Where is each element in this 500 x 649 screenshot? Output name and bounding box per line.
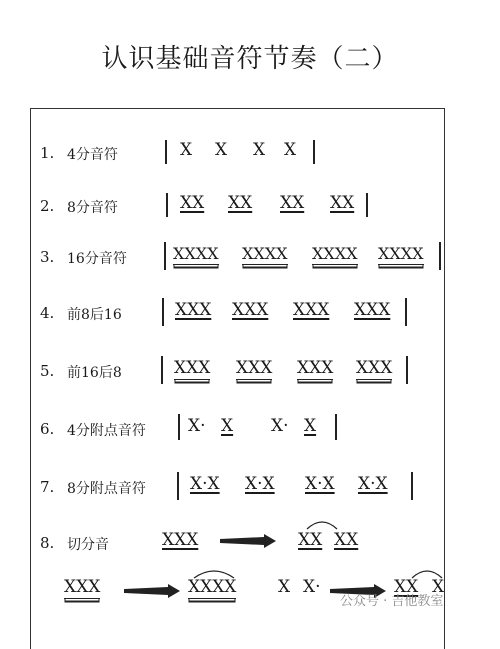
note-group: XXX: [64, 577, 101, 597]
barline: [406, 356, 408, 384]
barline: [177, 472, 179, 500]
note-group: XXXX: [188, 577, 237, 597]
row-number: 5.: [40, 362, 55, 380]
note-group: X: [284, 140, 297, 160]
barline: [164, 242, 166, 270]
rhythm-row-4: [0, 300, 500, 330]
row-label: 16分音符: [67, 251, 127, 267]
note-group: XXX: [236, 358, 273, 378]
note-group: XXX: [297, 358, 334, 378]
note-group: X·: [303, 577, 321, 597]
note-group: XX: [228, 193, 253, 213]
note-group: XX: [298, 530, 323, 550]
note-group: X: [278, 577, 291, 597]
row-number: 1.: [40, 144, 55, 162]
note-group: XX: [334, 530, 359, 550]
note-group: XXX: [232, 300, 269, 320]
barline: [405, 298, 407, 326]
note-group: XXX: [356, 358, 393, 378]
note-group: XXXX: [242, 244, 288, 263]
row-label: 8分音符: [67, 200, 118, 216]
barline: [439, 242, 441, 270]
rhythm-row-7: [0, 474, 500, 504]
row-label: 前8后16: [67, 307, 122, 323]
rhythm-row-8: [0, 530, 500, 560]
arrow-icon: [220, 534, 276, 548]
note-group: XX: [280, 193, 305, 213]
rhythm-row-3: [0, 244, 500, 274]
rhythm-row-6: [0, 416, 500, 446]
note-group: XXXX: [378, 244, 424, 263]
note-group: XXXX: [173, 244, 219, 263]
note-group: XX: [330, 193, 355, 213]
barline: [313, 140, 315, 164]
row-label: 4分音符: [67, 147, 118, 163]
barline: [411, 472, 413, 500]
note-group: XXX: [174, 358, 211, 378]
row-number: 2.: [40, 197, 55, 215]
note-group: X: [180, 140, 193, 160]
note-group: X·: [188, 416, 206, 436]
note-group: X·: [271, 416, 289, 436]
note-group: XXX: [175, 300, 212, 320]
note-group: X·X: [190, 474, 220, 494]
barline: [178, 414, 180, 440]
note-group: XXX: [162, 530, 199, 550]
barline: [161, 356, 163, 384]
rhythm-row-5: [0, 358, 500, 388]
row-number: 3.: [40, 248, 55, 266]
row-label: 8分附点音符: [67, 481, 146, 497]
rhythm-row-2: [0, 193, 500, 223]
row-number: 7.: [40, 478, 55, 496]
note-group: X: [215, 140, 228, 160]
note-group: XXXX: [312, 244, 358, 263]
row-label: 切分音: [67, 537, 109, 553]
rhythm-row-1: [0, 140, 500, 170]
row-number: 4.: [40, 304, 55, 322]
arrow-icon: [124, 584, 180, 598]
barline: [166, 193, 168, 217]
tie-icon: [305, 518, 339, 530]
note-group: X·X: [305, 474, 335, 494]
row-label: 4分附点音符: [67, 423, 146, 439]
note-group: XXX: [354, 300, 391, 320]
watermark: 公众号 · 吉他教室: [340, 594, 444, 609]
page-title: 认识基础音符节奏（二）: [101, 44, 399, 74]
note-group: XXX: [293, 300, 330, 320]
row-label: 前16后8: [67, 365, 122, 381]
note-group: X·X: [245, 474, 275, 494]
note-group: XX: [394, 577, 419, 597]
barline: [335, 414, 337, 440]
note-group: X: [253, 140, 266, 160]
note-group: X: [432, 577, 445, 597]
note-group: XX: [180, 193, 205, 213]
row-number: 6.: [40, 420, 55, 438]
barline: [165, 140, 167, 164]
barline: [162, 298, 164, 326]
note-group: X: [221, 416, 234, 436]
row-number: 8.: [40, 534, 55, 552]
note-group: X·X: [358, 474, 388, 494]
barline: [366, 193, 368, 217]
note-group: X: [304, 416, 317, 436]
